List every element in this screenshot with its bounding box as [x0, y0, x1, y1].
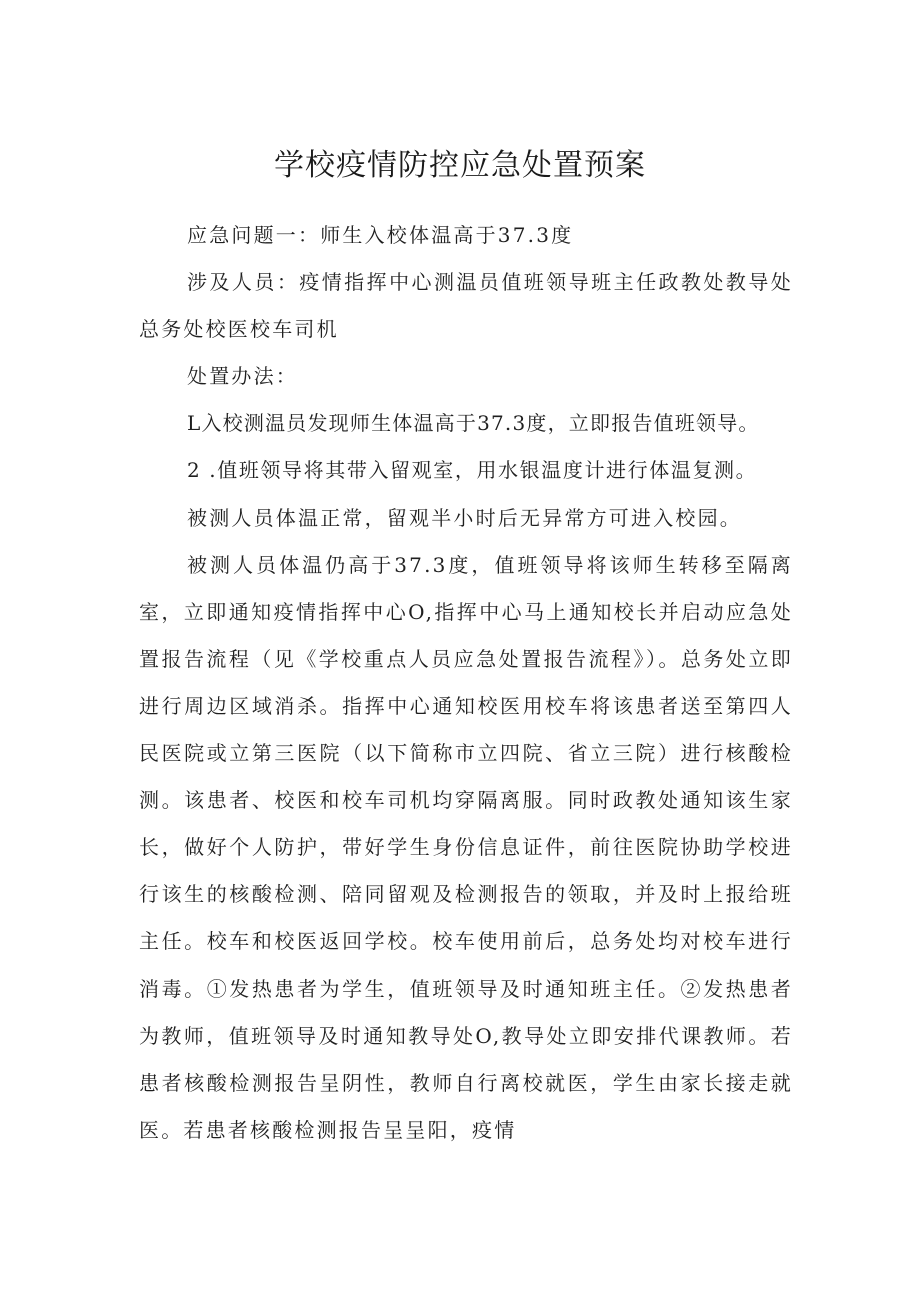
document-title: 学校疫情防控应急处置预案: [274, 148, 646, 183]
paragraph-method-heading: 处置办法：: [187, 364, 298, 389]
paragraph-personnel: 涉及人员：疫情指挥中心测温员值班领导班主任政教处教导处总务处校医校车司机: [139, 270, 793, 342]
paragraph-step-1: L入校测温员发现师生体温高于37.3度，立即报告值班领导。: [187, 411, 760, 436]
paragraph-high-temp: 被测人员体温仍高于37.3度，值班领导将该师生转移至隔离室，立即通知疫情指挥中心O,指挥中心马上通知校长并启动应急处置报告流程（见《学校重点人员应急处置报告流程》）。总务处立即进行周边区域消杀。指挥中心通知校医用校车将该患者送至第四人民医院或立第三医院（以下简称市立四院、省立三院）进行核酸检测。该患者、校医和校车司机均穿隔离服。同时政教处通知该生家长，做好个人防护，带好学生身份信息证件，前往医院协助学校进行该生的核酸检测、陪同留观及检测报告的领取，并及时上报给班主任。校车和校医返回学校。校车使用前后，总务处均对校车进行消毒。①发热患者为学生，值班领导及时通知班主任。②发热患者为教师，值班领导及时通知教导处O,教导处立即安排代课教师。若患者核酸检测报告呈阴性，教师自行离校就医，学生由家长接走就医。若患者核酸检测报告呈呈阳，疫情: [139, 552, 793, 1142]
paragraph-problem: 应急问题一：师生入校体温高于37.3度: [187, 223, 574, 247]
paragraph-step-2: 2 .值班领导将其带入留观室，用水银温度计进行体温复测。: [187, 458, 758, 483]
paragraph-normal-temp: 被测人员体温正常，留观半小时后无异常方可进入校园。: [187, 505, 742, 530]
document-body: [139, 212, 793, 1154]
